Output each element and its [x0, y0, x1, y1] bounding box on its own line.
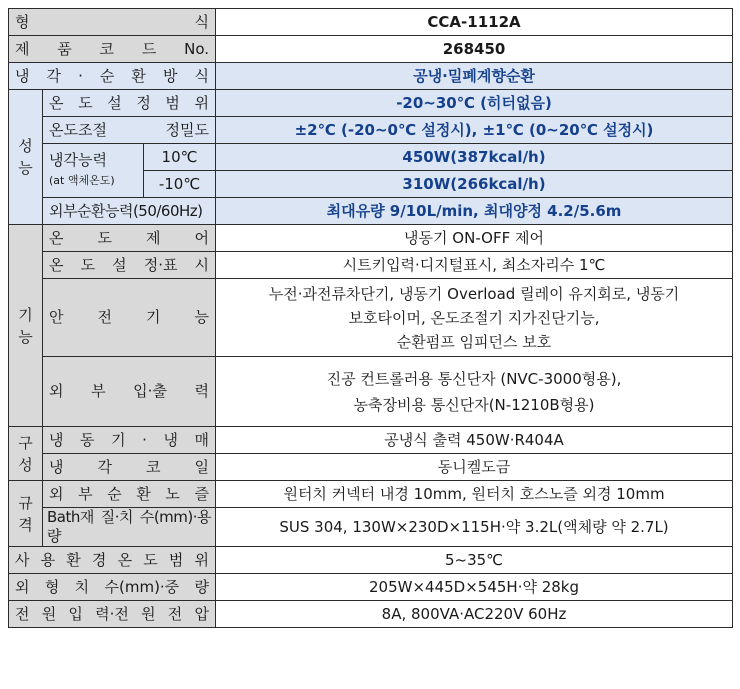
row-bath [9, 508, 733, 547]
value-bath: SUS 304, 130W×230D×115H·약 3.2L(액체량 약 2.7L) [216, 508, 733, 547]
row-code [9, 36, 733, 63]
label-capacity-temp2: -10℃ [144, 171, 216, 198]
label-temp-control: 온 도 제 어 [43, 225, 216, 252]
row-temp-control [9, 225, 733, 252]
value-accuracy: ±2℃ (-20~0℃ 설정시), ±1℃ (0~20℃ 설정시) [216, 117, 733, 144]
row-dimensions [9, 574, 733, 601]
value-safety-line2: 보호타이머, 온도조절기 지가진단기능, [348, 308, 600, 327]
value-io-line2: 농축장비용 통신단자(N-1210B형용) [353, 395, 595, 414]
label-power: 전 원 입 력·전 원 전 압 [9, 601, 216, 628]
value-temp-control: 냉동기 ON-OFF 제어 [216, 225, 733, 252]
row-safety [9, 279, 733, 357]
row-cooling [9, 63, 733, 90]
group-function: 기능 [9, 225, 43, 427]
label-capacity-line1: 냉각능력 [49, 151, 107, 169]
value-safety-line3: 순환펌프 임피던스 보호 [396, 332, 552, 351]
row-nozzle [9, 481, 733, 508]
value-capacity-2: 310W(266kcal/h) [216, 171, 733, 198]
value-safety-line1: 누전·과전류차단기, 냉동기 Overload 릴레이 유지회로, 냉동기 [268, 284, 680, 303]
row-ambient [9, 547, 733, 574]
value-coil: 동니켈도금 [216, 454, 733, 481]
value-cooling: 공냉·밀폐계향순환 [216, 63, 733, 90]
label-coil: 냉 각 코 일 [43, 454, 216, 481]
label-io: 외 부 입·출 력 [43, 357, 216, 427]
label-dimensions: 외 형 치 수(mm)·중 량 [9, 574, 216, 601]
value-model: CCA-1112A [216, 9, 733, 36]
label-nozzle: 외 부 순 환 노 즐 [43, 481, 216, 508]
row-capacity-10 [9, 144, 733, 171]
value-nozzle: 원터치 커넥터 내경 10mm, 원터치 호스노즐 외경 10mm [216, 481, 733, 508]
row-io [9, 357, 733, 427]
label-bath: Bath재 질·치 수(mm)·용 량 [43, 508, 216, 547]
row-accuracy [9, 117, 733, 144]
row-coil [9, 454, 733, 481]
value-dimensions: 205W×445D×545H·약 28kg [216, 574, 733, 601]
label-capacity-line2: (at 액체온도) [49, 174, 115, 187]
value-ambient: 5~35℃ [216, 547, 733, 574]
row-power [9, 601, 733, 628]
label-temp-range: 온 도 설 정 범 위 [43, 90, 216, 117]
label-temp-display: 온 도 설 정·표 시 [43, 252, 216, 279]
value-code: 268450 [216, 36, 733, 63]
value-power: 8A, 800VA·AC220V 60Hz [216, 601, 733, 628]
group-spec: 규격 [9, 481, 43, 547]
row-external-circulation [9, 198, 733, 225]
label-capacity [43, 144, 144, 198]
label-cooling: 냉 각 · 순 환 방 식 [9, 63, 216, 90]
value-io [216, 357, 733, 427]
group-composition: 구성 [9, 427, 43, 481]
label-accuracy: 온도조절 정밀도 [43, 117, 216, 144]
row-model [9, 9, 733, 36]
value-capacity-1: 450W(387kcal/h) [216, 144, 733, 171]
label-refrigerant: 냉 동 기 · 냉 매 [43, 427, 216, 454]
value-io-line1: 진공 컨트롤러용 통신단자 (NVC-3000형용), [326, 369, 622, 388]
label-code: 제 품 코 드 No. [9, 36, 216, 63]
value-refrigerant: 공냉식 출력 450W·R404A [216, 427, 733, 454]
row-temp-display [9, 252, 733, 279]
value-temp-display: 시트키입력·디지털표시, 최소자리수 1℃ [216, 252, 733, 279]
value-temp-range: -20~30℃ (히터없음) [216, 90, 733, 117]
group-performance: 성능 [9, 90, 43, 225]
value-external-circulation: 최대유량 9/10L/min, 최대양정 4.2/5.6m [216, 198, 733, 225]
row-refrigerant [9, 427, 733, 454]
label-external-circulation: 외부순환능력(50/60Hz) [43, 198, 216, 225]
label-ambient: 사 용 환 경 온 도 범 위 [9, 547, 216, 574]
value-safety [216, 279, 733, 357]
row-temp-range [9, 90, 733, 117]
label-capacity-temp1: 10℃ [144, 144, 216, 171]
label-safety: 안 전 기 능 [43, 279, 216, 357]
label-model: 형 식 [9, 9, 216, 36]
spec-table [8, 8, 733, 628]
